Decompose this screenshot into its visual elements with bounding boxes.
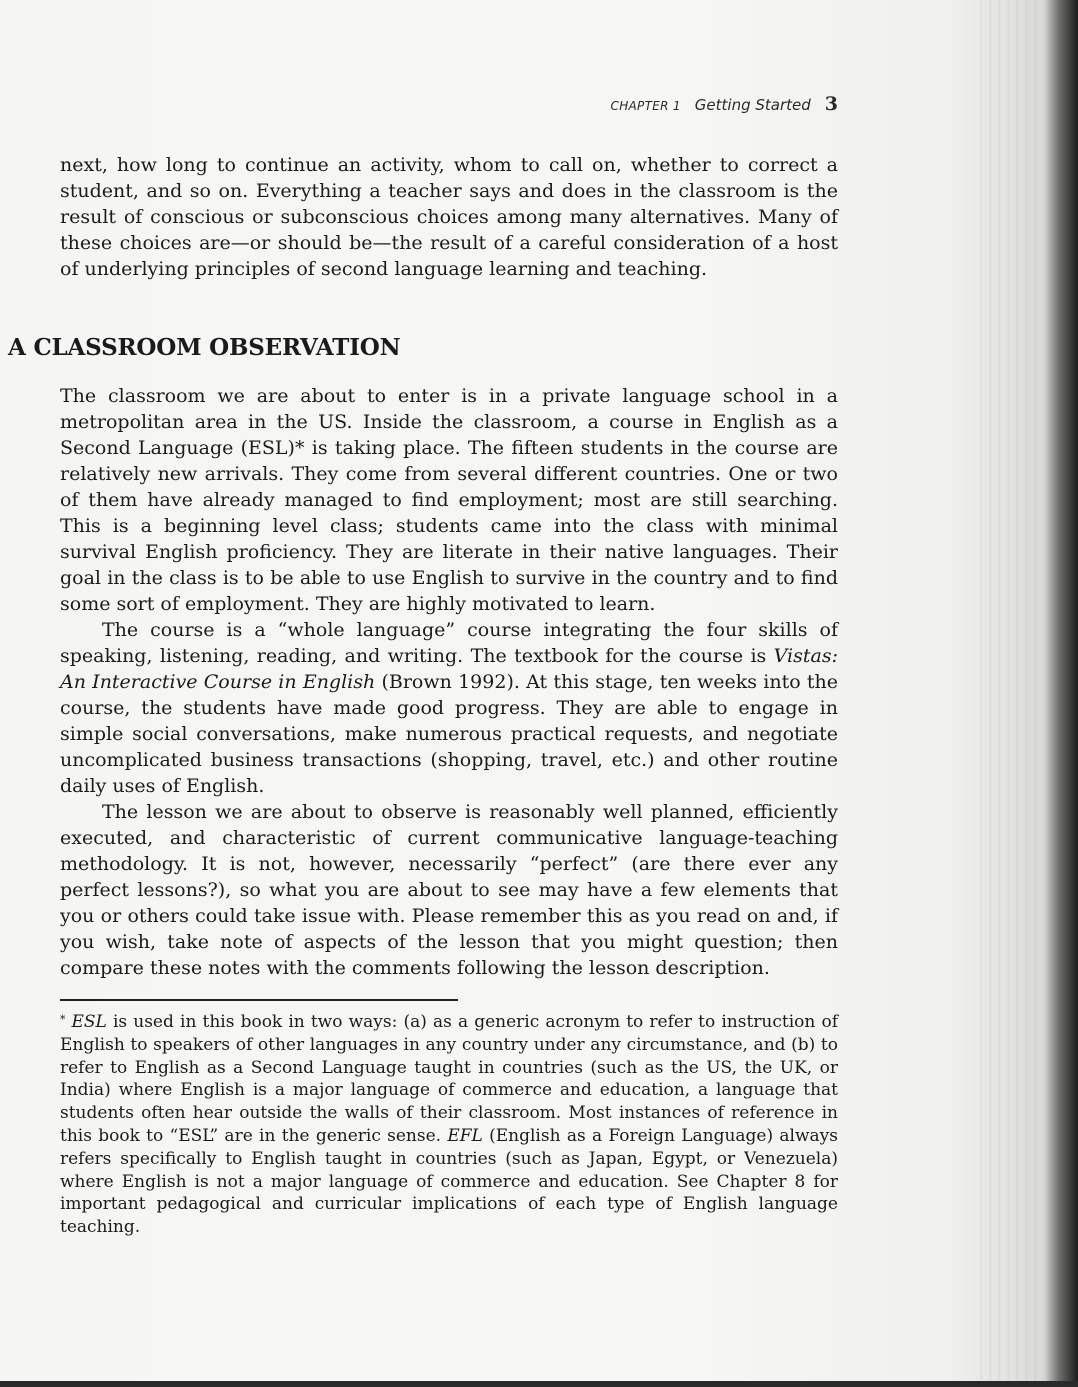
footnote-term-efl: EFL — [447, 1125, 483, 1146]
intro-paragraph: next, how long to continue an activity, whom to call on, whether to correct a student, and so on. Everything a teacher says and does in the classroom is the result of conscious or subconscious choices among many alternatives. Many of these choices are—or should be—the result of a careful consideration of a host of underlying principles of second language learning and teaching. — [60, 154, 838, 280]
chapter-label: CHAPTER 1 — [610, 99, 681, 113]
bottom-edge — [0, 1381, 1078, 1387]
section-heading: A CLASSROOM OBSERVATION — [8, 334, 401, 361]
footnote-marker: * — [60, 1013, 66, 1026]
footnote-text-part1: is used in this book in two ways: (a) as a generic acronym to refer to instruction of English to speakers of other languages in any country under any circumstance, and (b) to refer to English as a Second Language taught in countries (such as the US, the UK, or India) where English is a major language of commerce and education, a language that students often hear outside the walls of their classroom. Most instances of reference in this book to “ESL” are in the generic sense. — [60, 1012, 838, 1146]
footnote-term-esl: ESL — [71, 1012, 107, 1032]
footnote-divider — [60, 999, 458, 1001]
page-edges — [974, 0, 1044, 1387]
running-head — [0, 93, 838, 115]
paragraph-2-after-title: (Brown 1992). At this stage, ten weeks into the course, the students have made good progress. They are able to engage in simple social conversations, make numerous practical requests, and negotiate uncomplicated business transactions (shopping, travel, etc.) and other routine daily uses of English. — [60, 671, 839, 797]
binding-shadow — [1044, 0, 1078, 1387]
intro-paragraph-block — [60, 152, 838, 282]
chapter-title: Getting Started — [694, 96, 811, 114]
paragraph-1: The classroom we are about to enter is in a private language school in a metropolitan area in the US. Inside the classroom, a course in English as a Second Language (ESL)* is taking place. The fifteen students in the course are relatively new arrivals. They come from several different countries. One or two of them have already managed to find employment; most are still searching. This is a beginning level class; students came into the class with minimal survival English proficiency. They are literate in their native languages. Their goal in the class is to be able to use English to survive in the country and to find some sort of employment. They are highly motivated to learn. — [60, 385, 838, 615]
section-body — [60, 383, 838, 981]
footnote-text — [60, 1009, 838, 1239]
footnote-text-part2: (English as a Foreign Language) always refers specifically to English taught in countries (such as Japan, Egypt, or Venezuela) where English is not a major language of commerce and education. See Chapter 8 for important pedagogical and curricular implications of each type of English language teaching. — [60, 1125, 838, 1238]
paragraph-3: The lesson we are about to observe is reasonably well planned, efficiently executed, and characteristic of current communicative language-teaching methodology. It is not, however, necessarily “perfect” (are there ever any perfect lessons?), so what you are about to see may have a few elements that you or others could take issue with. Please remember this as you read on and, if you wish, take note of aspects of the lesson that you might question; then compare these notes with the comments following the lesson description. — [60, 801, 838, 979]
paragraph-2-before-title: The course is a “whole language” course integrating the four skills of speaking, listening, reading, and writing. The textbook for the course is — [60, 619, 838, 667]
book-title: Vistas: An Interactive Course in English — [60, 645, 838, 693]
page-number: 3 — [824, 93, 838, 115]
paragraph-2 — [60, 617, 838, 799]
footnote — [60, 1009, 838, 1239]
